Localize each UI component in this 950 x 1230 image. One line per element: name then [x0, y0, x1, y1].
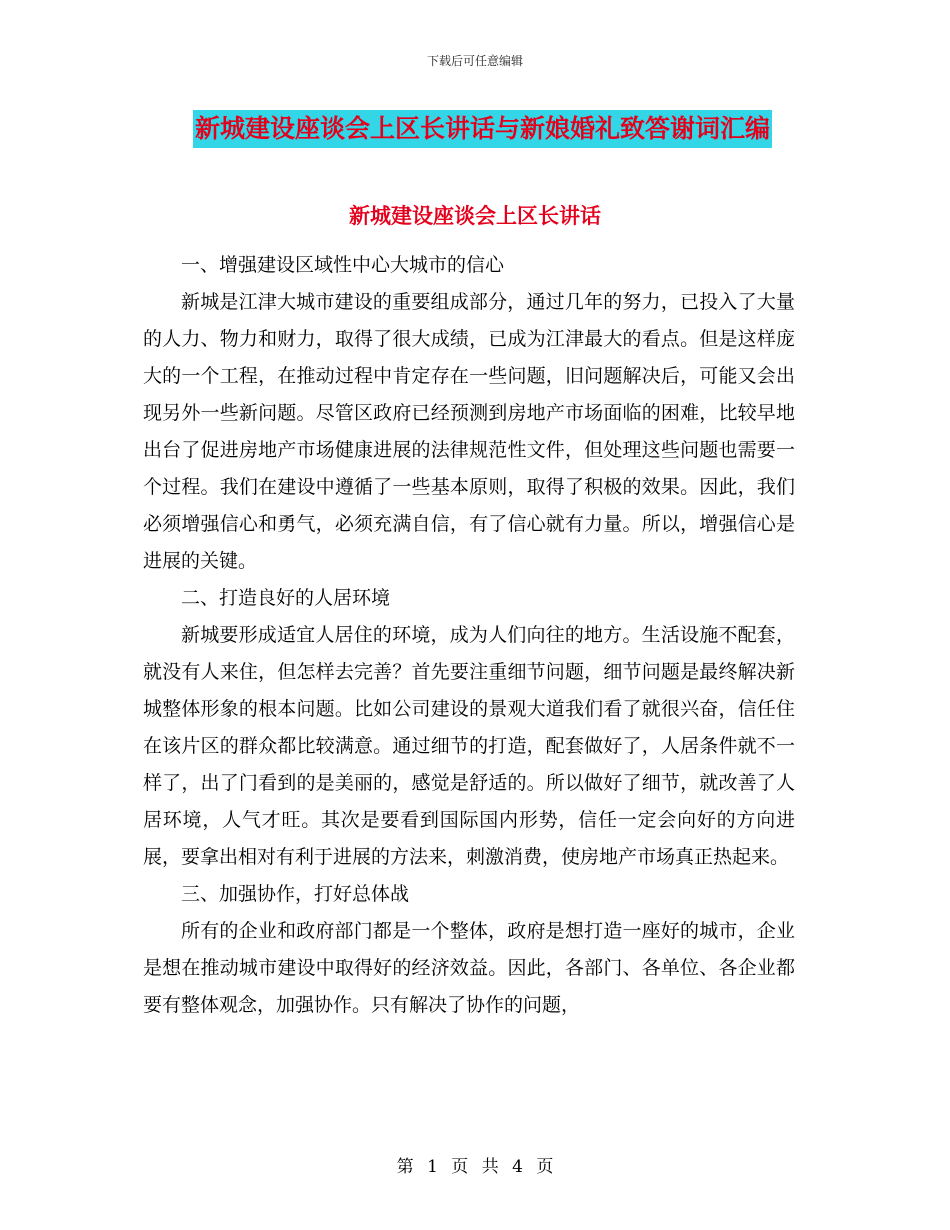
footer-total-prefix: 共: [481, 1157, 499, 1177]
document-title-block: [193, 110, 772, 148]
document-title: 新城建设座谈会上区长讲话与新娘婚礼致答谢词汇编: [193, 110, 772, 148]
page-header-note: 下载后可任意编辑: [426, 54, 523, 68]
heading-2: 二、打造良好的人居环境: [181, 587, 391, 609]
paragraph-2: 新城要形成适宜人居住的环境，成为人们向往的地方。生活设施不配套，就没有人来住，但怎样去完善？首先要注重细节问题，细节问题是最终解决新城整体形象的根本问题。比如公司建设的景观大道我们看了就很兴奋，信任住在该片区的群众都比较满意。通过细节的打造，配套做好了，人居条件就不一样了，出了门看到的是美丽的，感觉是舒适的。所以做好了细节，就改善了人居环境，人气才旺。其次是要看到国际国内形势，信任一定会向好的方向进展，要拿出相对有利于进展的方法来，刺激消费，使房地产市场真正热起来。: [143, 624, 795, 868]
paragraph-1: 新城是江津大城市建设的重要组成部分，通过几年的努力，已投入了大量的人力、物力和财力，取得了很大成绩，已成为江津最大的看点。但是这样庞大的一个工程，在推动过程中肯定存在一些问题，旧问题解决后，可能又会出现另外一些新问题。尽管区政府已经预测到房地产市场面临的困难，比较早地出台了促进房地产市场健康进展的法律规范性文件，但处理这些问题也需要一个过程。我们在建设中遵循了一些基本原则，取得了积极的效果。因此，我们必须增强信心和勇气，必须充满自信，有了信心就有力量。所以，增强信心是进展的关键。: [143, 291, 795, 572]
page-footer: [0, 1152, 950, 1177]
section-title: 新城建设座谈会上区长讲话: [349, 204, 601, 228]
footer-prefix: 第: [396, 1157, 414, 1177]
document-body: [143, 247, 795, 1024]
footer-page-unit: 页: [451, 1157, 469, 1177]
footer-total-pages: 4: [512, 1157, 523, 1177]
footer-total-unit: 页: [536, 1157, 554, 1177]
footer-page-number: 1: [427, 1157, 438, 1177]
heading-1: 一、增强建设区域性中心大城市的信心: [181, 254, 505, 276]
paragraph-3: 所有的企业和政府部门都是一个整体，政府是想打造一座好的城市，企业是想在推动城市建设中取得好的经济效益。因此，各部门、各单位、各企业都要有整体观念，加强协作。只有解决了协作的问题，: [143, 920, 795, 1016]
heading-3: 三、加强协作，打好总体战: [181, 883, 410, 905]
